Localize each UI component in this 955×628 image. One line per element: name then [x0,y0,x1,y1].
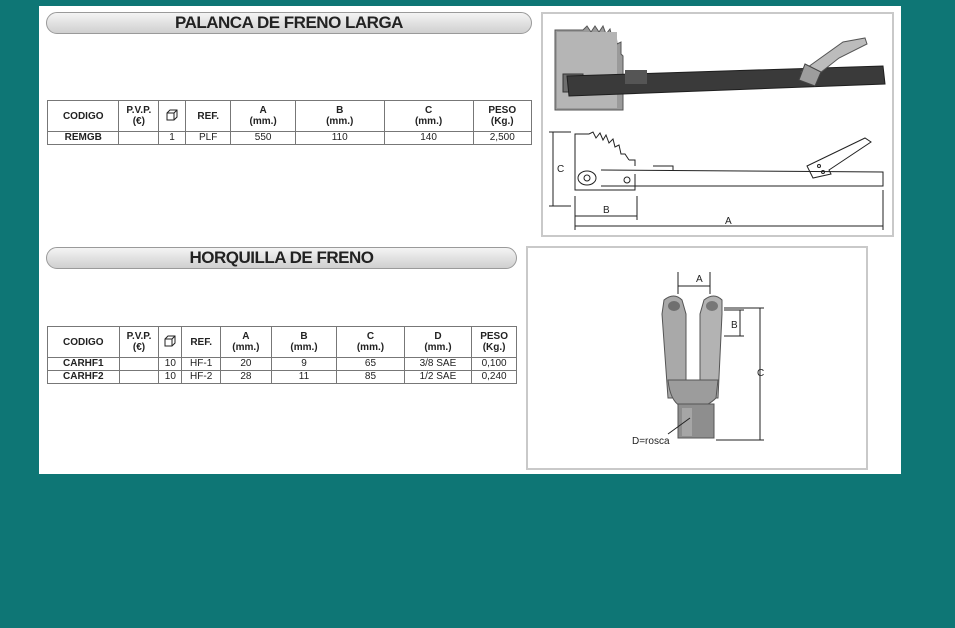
header-a: A (mm.) [221,327,272,358]
palanca-illustration [543,14,892,235]
horquilla-photo [662,296,722,438]
cell-d: 3/8 SAE [404,358,471,371]
header-peso: PESO (Kg.) [472,327,517,358]
header-b: B (mm.) [271,327,337,358]
header-qty [159,327,182,358]
palanca-spec-table [47,100,532,145]
header-codigo: CODIGO [48,327,120,358]
table-row [48,132,532,145]
cell-peso: 0,100 [472,358,517,371]
dim-label-b: B [731,320,738,331]
cell-ref: PLF [185,132,231,145]
header-a: A (mm.) [231,101,295,132]
dim-label-a: A [696,274,703,285]
palanca-photo [555,26,885,110]
cell-a: 550 [231,132,295,145]
palanca-figure-frame [541,12,894,237]
header-ref: REF. [185,101,231,132]
header-b: B (mm.) [295,101,384,132]
cell-b: 11 [271,371,337,384]
header-c: C (mm.) [337,327,404,358]
cell-b: 9 [271,358,337,371]
header-peso: PESO (Kg.) [473,101,532,132]
dim-label-b: B [603,205,610,216]
cell-qty: 10 [159,358,182,371]
header-d: D (mm.) [404,327,471,358]
dim-label-c: C [557,164,565,175]
header-qty [159,101,186,132]
cell-peso: 2,500 [473,132,532,145]
table-row [48,358,517,371]
cell-c: 140 [384,132,473,145]
section-title-palanca: PALANCA DE FRENO LARGA [46,12,532,34]
cell-pvp [119,132,159,145]
cell-pvp [119,371,159,384]
palanca-dimension-drawing [549,132,883,230]
cell-ref: HF-2 [182,371,221,384]
cell-a: 28 [221,371,272,384]
cell-d: 1/2 SAE [404,371,471,384]
dim-label-a: A [725,216,732,227]
horquilla-spec-table [47,326,517,384]
cell-qty: 1 [159,132,186,145]
cell-codigo: CARHF2 [48,371,120,384]
cell-a: 20 [221,358,272,371]
cell-qty: 10 [159,371,182,384]
cell-b: 110 [295,132,384,145]
cell-codigo: REMGB [48,132,119,145]
header-c: C (mm.) [384,101,473,132]
header-codigo: CODIGO [48,101,119,132]
header-ref: REF. [182,327,221,358]
table-row [48,371,517,384]
cell-peso: 0,240 [472,371,517,384]
dim-label-c: C [757,368,765,379]
box-icon [164,335,176,347]
horquilla-figure-frame [526,246,868,470]
cell-c: 65 [337,358,404,371]
cell-c: 85 [337,371,404,384]
dim-label-d: D=rosca [632,436,670,447]
cell-codigo: CARHF1 [48,358,120,371]
box-icon [166,109,178,121]
cell-pvp [119,358,159,371]
header-pvp: P.V.P. (€) [119,327,159,358]
cell-ref: HF-1 [182,358,221,371]
header-pvp: P.V.P. (€) [119,101,159,132]
section-title-horquilla: HORQUILLA DE FRENO [46,247,517,269]
horquilla-illustration [528,248,866,468]
